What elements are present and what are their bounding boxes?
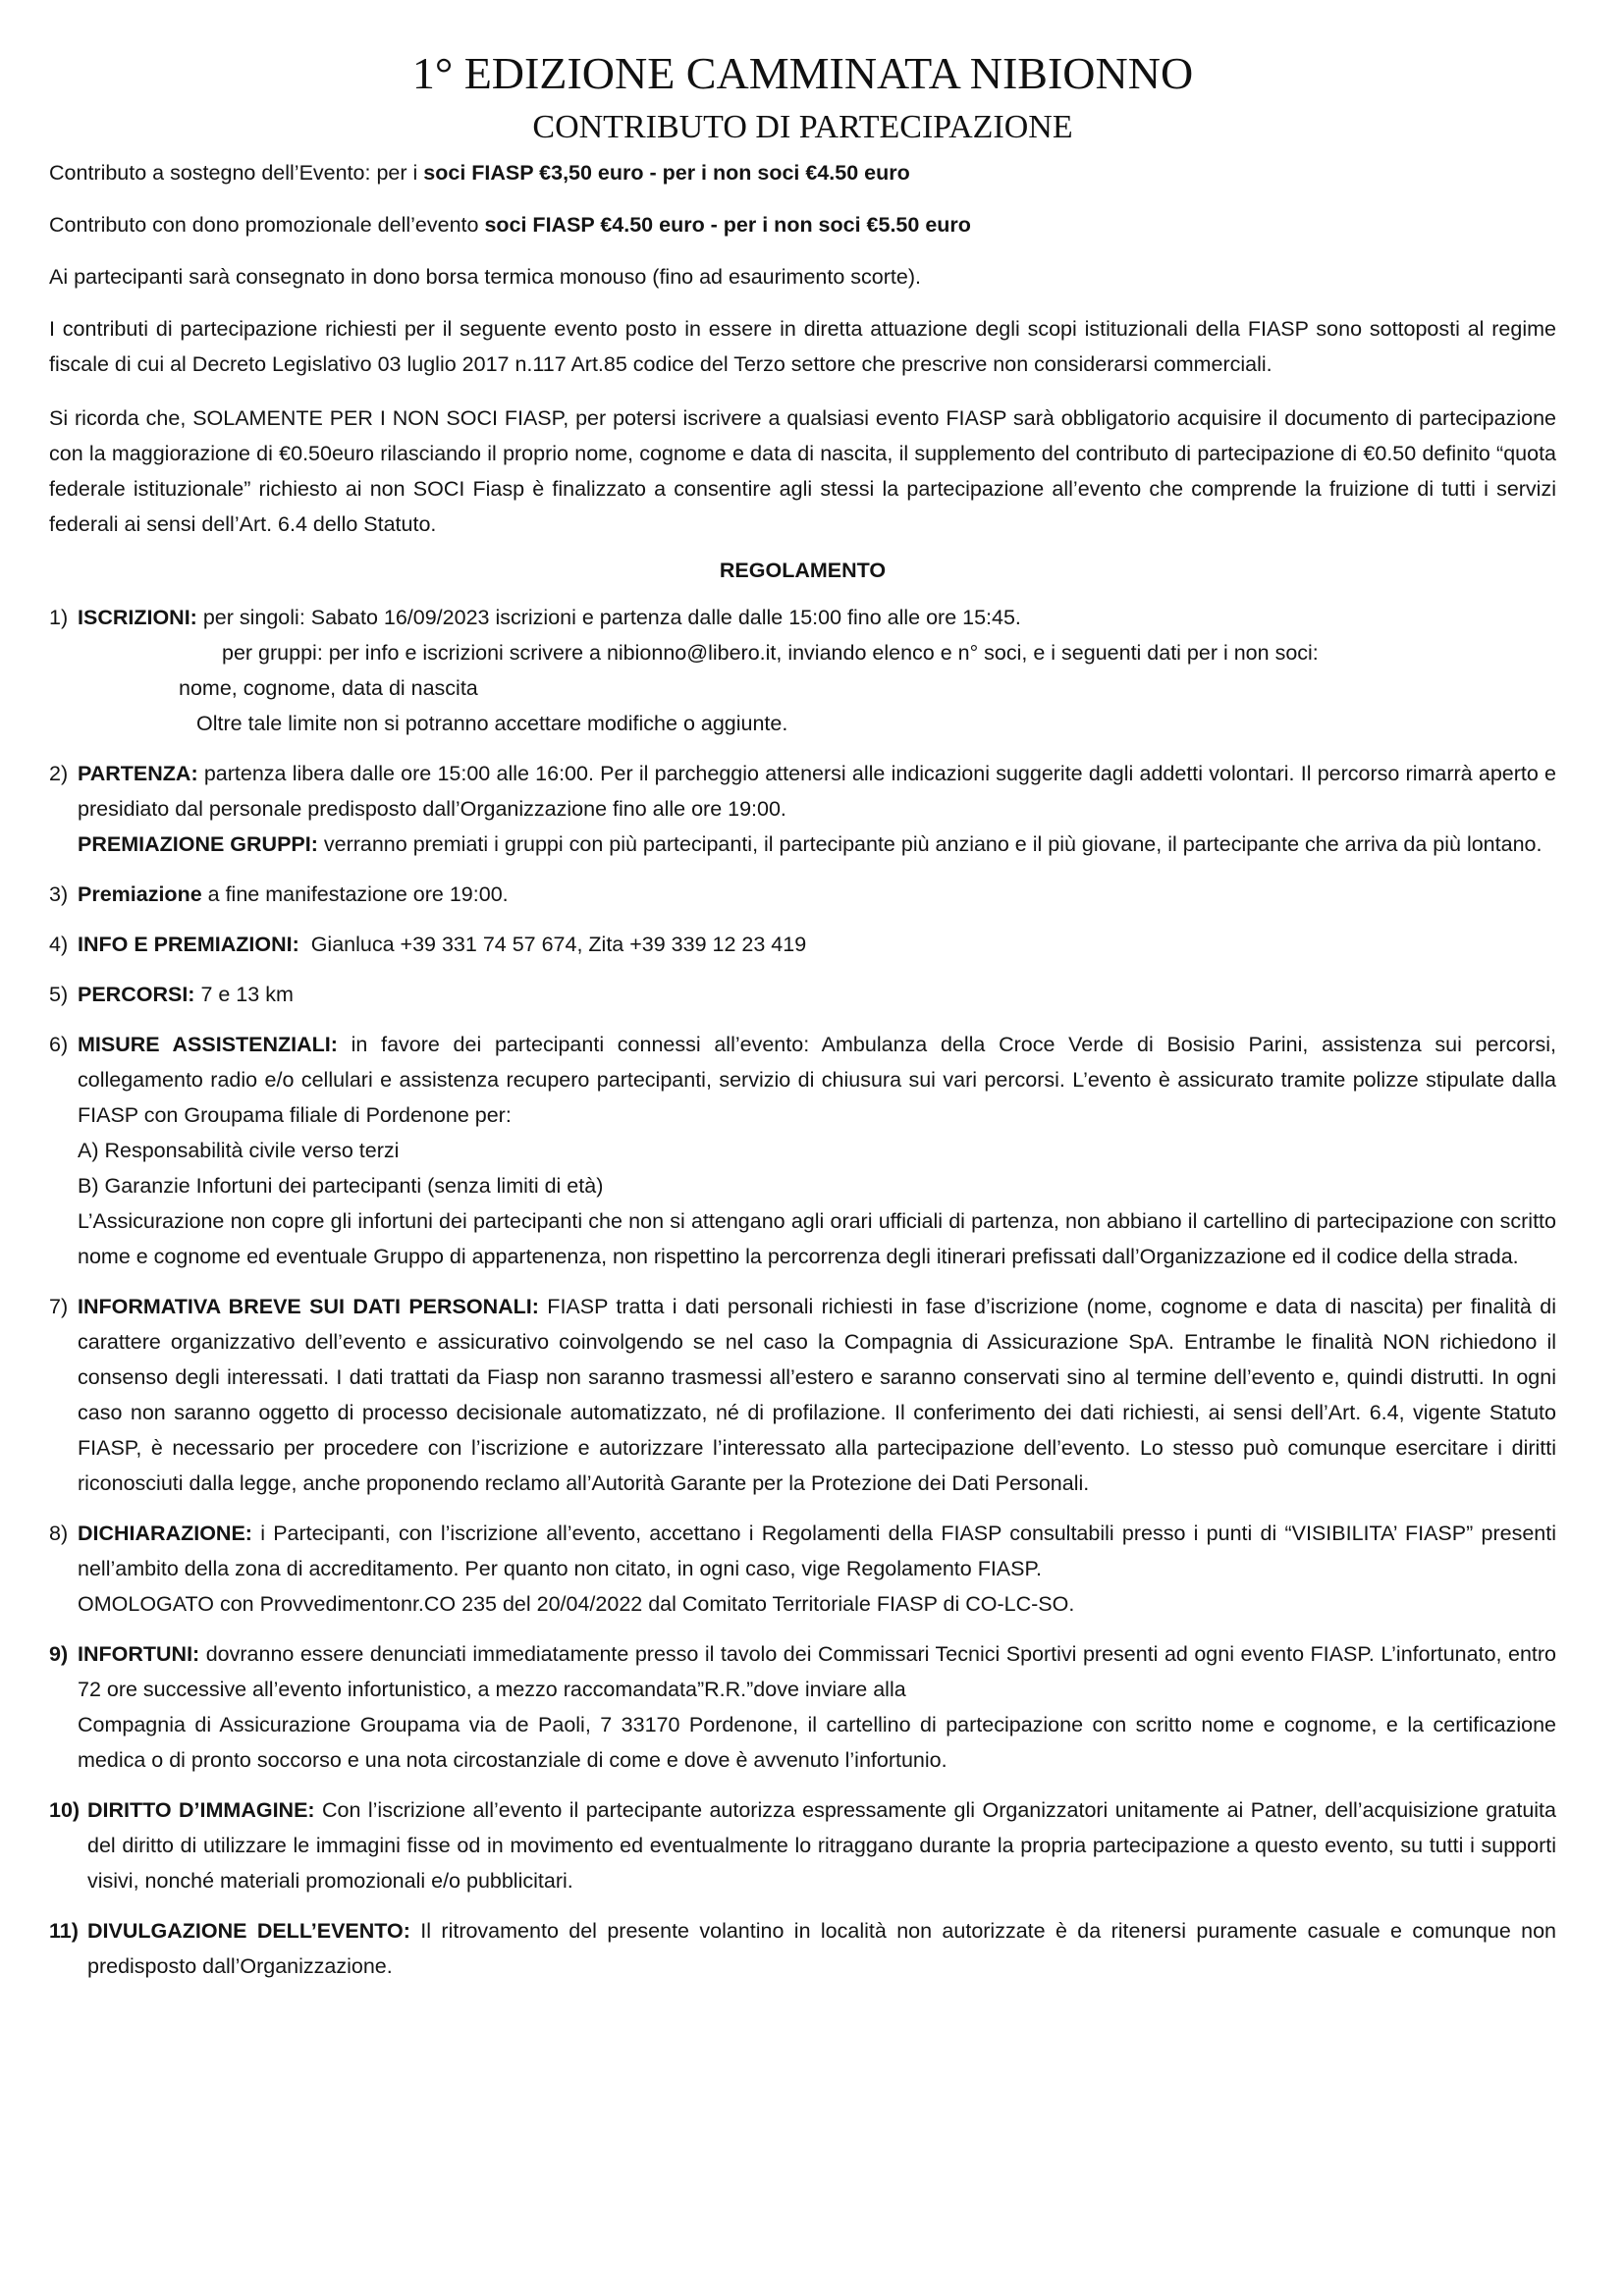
rule-1-iscrizioni (49, 600, 1556, 741)
rule-text: 7 e 13 km (194, 983, 294, 1006)
rule-text: dovranno essere denunciati immediatamente presso il tavolo dei Commissari Tecnici Sportivi presenti ad ogni evento FIASP. L’infortunato, entro 72 ore successive all’evento infortunistico, a mezzo raccomandata”R.R.”dove inviare alla (78, 1642, 1556, 1701)
rule-number: 11) (49, 1919, 79, 1943)
rule-number: 5) (49, 983, 69, 1006)
rule-label: DIRITTO D’IMMAGINE: (87, 1798, 315, 1822)
rule-2-awards-text: verranno premiati i gruppi con più partecipanti, il partecipante più anziano e il più giovane, il partecipante che arriva da più lontano. (317, 832, 1543, 856)
rule-text: i Partecipanti, con l’iscrizione all’evento, accettano i Regolamenti della FIASP consultabili presso i punti di “VISIBILITA’ FIASP” presenti nell’ambito della zona di accreditamento. Per quanto non citato, in ogni caso, vige Regolamento FIASP. (78, 1522, 1556, 1580)
flyer-page (49, 47, 1556, 1984)
contribution-line-2 (49, 207, 1556, 242)
rule-1-limit-line: Oltre tale limite non si potranno accettare modifiche o aggiunte. (196, 712, 788, 735)
rule-2-partenza (49, 756, 1556, 862)
rule-label: PERCORSI: (78, 983, 195, 1006)
rule-text: per singoli: Sabato 16/09/2023 iscrizioni e partenza dalle dalle 15:00 fino alle ore 15:45. (196, 606, 1021, 629)
page-subtitle: CONTRIBUTO DI PARTECIPAZIONE (532, 109, 1073, 145)
rule-text: Gianluca +39 331 74 57 674, Zita +39 339 12 23 419 (298, 933, 807, 956)
contribution-line-1 (49, 155, 1556, 190)
page-title: 1° EDIZIONE CAMMINATA NIBIONNO (411, 48, 1194, 98)
rule-number: 1) (49, 606, 69, 629)
regolamento-heading: REGOLAMENTO (719, 559, 887, 582)
rule-number: 10) (49, 1798, 81, 1822)
rule-label: DICHIARAZIONE: (78, 1522, 252, 1545)
rule-6-item-b: B) Garanzie Infortuni dei partecipanti (senza limiti di età) (78, 1174, 604, 1198)
rule-number: 9) (49, 1642, 69, 1666)
rule-9-infortuni (49, 1636, 1556, 1778)
rule-number: 4) (49, 933, 69, 956)
rule-label: INFO E PREMIAZIONI: (78, 933, 299, 956)
rule-number: 6) (49, 1033, 69, 1056)
fiscal-regime-paragraph: I contributi di partecipazione richiesti per il seguente evento posto in essere in diretta attuazione degli scopi istituzionali della FIASP sono sottoposti al regime fiscale di cui al Decreto Legislativo 03 luglio 2017 n.117 Art.85 codice del Terzo settore che prescrive non considerarsi commerciali. (49, 317, 1556, 376)
rule-10-diritto-immagine (49, 1792, 1556, 1898)
rule-8-omologation-line: OMOLOGATO con Provvedimentonr.CO 235 del 20/04/2022 dal Comitato Territoriale FIASP di CO-LC-SO. (78, 1592, 1075, 1616)
rule-6-insurance-exclusions: L’Assicurazione non copre gli infortuni dei partecipanti che non si attengano agli orari ufficiali di partenza, non abbiano il cartellino di partecipazione con scritto nome e cognome ed eventuale Gruppo di appartenenza, non rispettino la percorrenza degli itinerari prefissati dall’Organizzazione ed il codice della strada. (78, 1209, 1556, 1268)
rule-number: 7) (49, 1295, 69, 1318)
rule-label: DIVULGAZIONE DELL’EVENTO: (87, 1919, 410, 1943)
contribution-line-1-prices: soci FIASP €3,50 euro - per i non soci €4.50 euro (423, 161, 910, 185)
rule-label: PARTENZA: (78, 762, 198, 785)
non-member-notice-paragraph: Si ricorda che, SOLAMENTE PER I NON SOCI FIASP, per potersi iscrivere a qualsiasi evento FIASP sarà obbligatorio acquisire il documento di partecipazione con la maggiorazione di €0.50euro rilasciando il proprio nome, cognome e data di nascita, il supplemento del contributo di partecipazione di €0.50 definito “quota federale istituzionale” richiesto ai non SOCI Fiasp è finalizzato a consentire agli stessi la partecipazione all’evento che comprende la fruizione di tutti i servizi federali ai sensi dell’Art. 6.4 dello Statuto. (49, 406, 1556, 536)
rule-5-percorsi (49, 977, 1556, 1012)
rule-3-premiazione (49, 877, 1556, 912)
rule-text: Con l’iscrizione all’evento il partecipante autorizza espressamente gli Organizzatori unitamente ai Patner, dell’acquisizione gratuita del diritto di utilizzare le immagini fisse od in movimento ed eventualmente lo ritraggano durante la propria partecipazione a questo evento, su tutti i supporti visivi, nonché materiali promozionali e/o pubblicitari. (87, 1798, 1556, 1893)
rule-9-address-text: Compagnia di Assicurazione Groupama via de Paoli, 7 33170 Pordenone, il cartellino di partecipazione con scritto nome e cognome, e la certificazione medica o di pronto soccorso e una nota circostanziale di come e dove è avvenuto l’infortunio. (78, 1713, 1556, 1772)
rule-6-item-a: A) Responsabilità civile verso terzi (78, 1139, 400, 1162)
rule-8-dichiarazione (49, 1516, 1556, 1622)
rule-text: Il ritrovamento del presente volantino in località non autorizzate è da ritenersi puramente casuale e comunque non predisposto dall’Organizzazione. (87, 1919, 1557, 1978)
rule-1-data-line: nome, cognome, data di nascita (179, 676, 478, 700)
rule-number: 8) (49, 1522, 69, 1545)
rule-text: FIASP tratta i dati personali richiesti in fase d’iscrizione (nome, cognome e data di nascita) per finalità di carattere organizzativo dell’evento e assicurativo coinvolgendo se nel caso la Compagnia di Assicurazione SpA. Entrambe le finalità NON richiedono il consenso degli interessati. I dati trattati da Fiasp non saranno trasmessi all’estero e saranno conservati sino al termine dell’evento e, quindi distrutti. In ogni caso non saranno oggetto di processo decisionale automatizzato, né di profilazione. Il conferimento dei dati richiesti, ai sensi dell’Art. 6.4, vigente Statuto FIASP, è necessario per procedere con l’iscrizione e autorizzare l’interessato alla partecipazione dell’evento. Lo stesso può comunque esercitare i diritti riconosciuti dalla legge, anche proponendo reclamo all’Autorità Garante per la Protezione dei Dati Personali. (78, 1295, 1556, 1495)
rule-label: INFORTUNI: (78, 1642, 200, 1666)
rule-4-info-premiazioni (49, 927, 1556, 962)
contribution-line-2-prices: soci FIASP €4.50 euro - per i non soci €5.50 euro (484, 213, 971, 237)
rule-1-groups-line: per gruppi: per info e iscrizioni scrivere a nibionno@libero.it, inviando elenco e n° soci, e i seguenti dati per i non soci: (222, 641, 1319, 665)
rule-label: MISURE ASSISTENZIALI: (78, 1033, 338, 1056)
rule-label: Premiazione (78, 882, 202, 906)
rule-label: INFORMATIVA BREVE SUI DATI PERSONALI: (78, 1295, 539, 1318)
rule-number: 2) (49, 762, 69, 785)
contribution-line-2-text: Contributo con dono promozionale dell’evento (49, 213, 485, 237)
rule-text: a fine manifestazione ore 19:00. (201, 882, 509, 906)
rule-11-divulgazione (49, 1913, 1556, 1984)
gift-notice: Ai partecipanti sarà consegnato in dono borsa termica monouso (fino ad esaurimento scorte). (49, 265, 921, 289)
rule-text: in favore dei partecipanti connessi all’evento: Ambulanza della Croce Verde di Bosisio Parini, assistenza sui percorsi, collegamento radio e/o cellulari e assistenza recupero partecipanti, servizio di chiusura sui vari percorsi. L’evento è assicurato tramite polizze stipulate dalla FIASP con Groupama filiale di Pordenone per: (78, 1033, 1557, 1127)
rule-6-misure-assistenziali (49, 1027, 1556, 1274)
contribution-line-1-text: Contributo a sostegno dell’Evento: per i (49, 161, 424, 185)
rule-2-awards-label: PREMIAZIONE GRUPPI: (78, 832, 318, 856)
rule-7-informativa-dati (49, 1289, 1556, 1501)
rule-text: partenza libera dalle ore 15:00 alle 16:00. Per il parcheggio attenersi alle indicazioni suggerite dagli addetti volontari. Il percorso rimarrà aperto e presidiato dal personale predisposto dall’Organizzazione fino alle ore 19:00. (78, 762, 1556, 821)
rule-number: 3) (49, 882, 69, 906)
rule-label: ISCRIZIONI: (78, 606, 197, 629)
